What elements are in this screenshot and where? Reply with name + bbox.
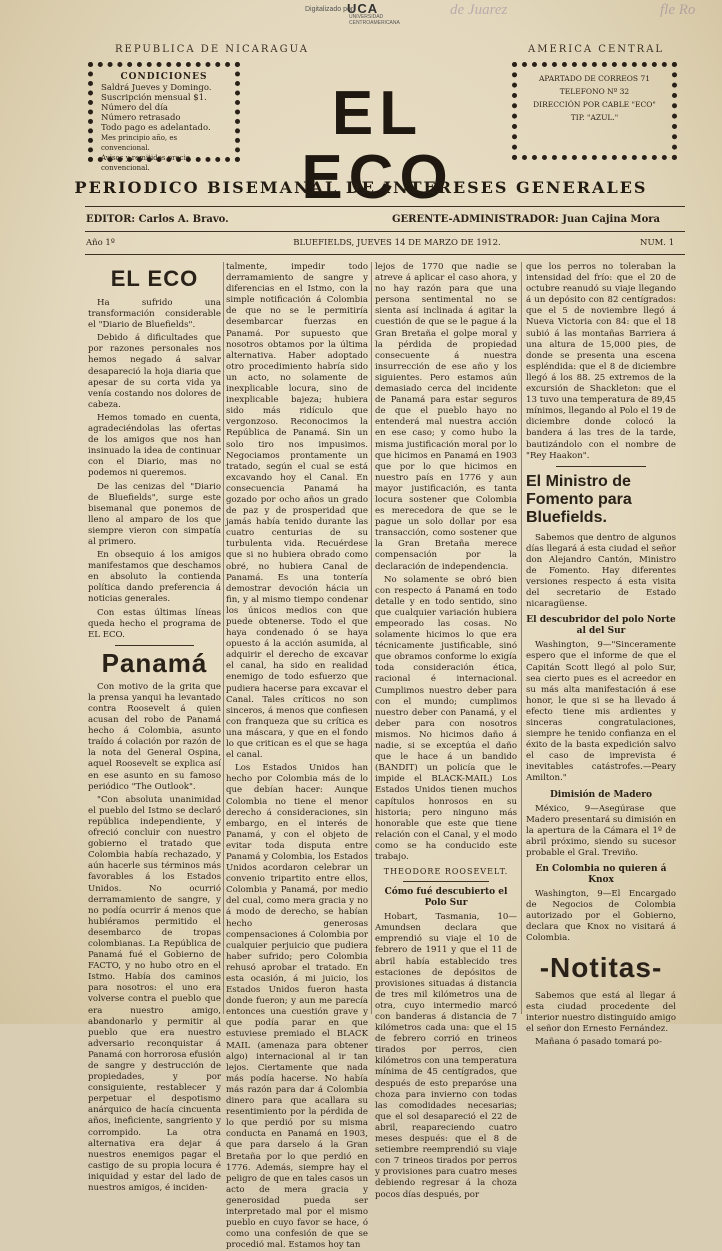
divider (115, 645, 195, 646)
handwritten-stamp-2: fle Ro (660, 2, 696, 18)
article-paragraph: Con estas últimas líneas queda hecho el programa de EL ECO. (88, 607, 221, 640)
subheading: Dimisión de Madero (549, 789, 653, 800)
conditions-box (88, 62, 240, 172)
newspaper-subtitle: PERIODICO BISEMANAL DE INTERESES GENERALES (74, 178, 648, 197)
article-paragraph: talmente, impedir todo derramamiento de sangre y diferencias en el Istmo, con la simple notificación á Colombia de que no se le permitiría desembarcar fuerzas en Panamá. Por supuesto que nosotros obtamos por la última alternativa. Haber adoptado otro procedimiento habría sido un acto, no solamente de inexplicable locura, sino de inexplicable bajeza; hubiera sido más ridículo que vergonzoso. Reconocimos la República de Panamá. Sin un solo tiro nos impusimos. Negociamos prontamente un tratado, según el cual se está excavando hoy el Canal. En consecuencia Panamá ha gozado por ocho años un grado de paz y de prosperidad que jamás había tenido durante las cuatro centurias de su turbulenta vida. Recuérdese que si no hubiera obrado como obré, no hubiera Canal de Panamá. Es una tontería demostrar devoción hácia un fin, y al mismo tiempo condenar los únicos medios con que puede obtenerse. Todo el que haya condenado ó se haya opuesto á la acción asumida, al adquirir el derecho de excavar el canal, ha sido en realidad enemigo de todo esfuerzo que pudiera hacerse para excavar el Canal. Tales críticos no son sinceros, á menos que confiesen con franqueza que su crítica es una máscara, y que en el fondo lo que critican es el que se haga el canal. (226, 262, 368, 761)
article-paragraph: No solamente se obró bien con respecto á Panamá en todo detalle y en todo sentido, sino que cualquier variación hubiera empeorado las cosas. No solamente hicimos lo que era técnicamente justificable, sinó que obramos conforme lo exigía toda consideración ética, racional é internacional. Cumplimos nuestro deber para con el mundo; cumplimos nuestro deber con Panamá, y el deber para con nosotros mismos. No hicimos daño á nadie, si se exceptúa el daño que le hace á un bandido (BANDIT) un policía que le impide el BLACK-MAIL) Los Estados Unidos tienen muchos capítulos honrosos en su historia; pero ninguno más honorable que este que tiene relación con el Canal, y el modo como se ha conducido este trabajo. (375, 574, 517, 862)
library-badge (305, 0, 435, 26)
article-paragraph: Washington, 9—"Sinceramente espero que el informe de que el Capitán Scott llegó al polo Sur, sea cierto pues es el acreedor en su más alta manifestación á ese honor, le que si se ha llevado á efecto tiene mis ardientes y sinceras congratulaciones, siempre he tenido confianza en el éxito de la basta expedición salvo el caso de imprevista é inevitables catástrofes.—Peary Amilton." (526, 640, 676, 784)
column-divider (223, 262, 224, 1014)
contact-line: DIRECCIÓN POR CABLE "ECO" (533, 100, 656, 109)
contact-box (512, 62, 677, 160)
article-paragraph: que los perros no toleraban la intensidad del frío: que el 20 de octubre reanudó su viaje llegando á un depósito con 82 centígrados: que el 5 de noviembre llegó á Nueva Victoria con 84: que el 18 subió á las montañas Barriera á una altura de 15,000 pies, de donde se presenta una escena espléndida: que el 8 de diciembre llegó á los 88. 25 extremos de la excursión de Shackleton: que el 13 tuvo una temperatura de 89,45 mínimos, llegando al Polo el 19 de diciembre donde colocó la bandera á las tres de la tarde, bautizándolo con el nombre de "Rey Haakon". (526, 262, 676, 461)
manager-line: GERENTE-ADMINISTRADOR: Juan Cajina Mora (392, 214, 661, 225)
article-heading-panama: Panamá (101, 647, 208, 678)
subheading: En Colombia no quieren á Knox (535, 864, 667, 886)
article-paragraph: Ha sufrido una transformación considerable el "Diario de Bluefields". (88, 298, 221, 331)
article-paragraph: Washington, 9—El Encargado de Negocios de Colombia autorizado por el Gobierno, declara que Knox no visitará á Colombia. (526, 889, 676, 944)
article-paragraph: De las cenizas del "Diario de Bluefields", surge este bisemanal que ponemos de lleno al amparo de los que siempre vieron con simpatía al primero. (88, 481, 221, 547)
divider (556, 466, 646, 467)
column-4 (526, 262, 677, 1047)
conditions-line: Número retrasado (101, 113, 181, 123)
divider (403, 881, 488, 882)
digitized-label: Digitalizado por (305, 6, 354, 13)
article-heading-notitas: -Notitas- (539, 951, 663, 983)
column-3 (375, 262, 517, 1200)
uca-subtitle: UNIVERSIDAD CENTROAMERICANA (349, 14, 400, 26)
uca-logo: UCA (347, 1, 379, 16)
article-heading-polo-sur: Cómo fué descubierto el Polo Sur (384, 887, 508, 909)
article-paragraph: "Con absoluta unanimidad el pueblo del Istmo se declaró república independiente, y ofreció concluir con nuestro gobierno el tratado que Colombia había rechazado, y aún hacerle sus términos más favorables á los Estados Unidos. No ocurrió derramamiento de sangre, y no podía ocurrir á menos que hubiéramos permitido el desembarco de tropas colombianas. La República de Panamá fué el Gobierno de FACTO, y no hubo otro en el Istmo. Había dos caminos para nosotros: el uno era volverse contra el pueblo que era nuestro amigo, abandonarlo y permitir al pueblo que era nuestro adversario reconquistar á Panamá con horrorosa efusión de sangre y destrucción de propiedades, y por consiguiente, restablecer y perpetuar el despotismo anárquico de hacía cincuenta años, ineficiente, sangriento y corrompido. La otra alternativa era dejar á nuestros enemigos pagar el castigo de su propia locura é iniquidad y estar del lado de nuestros amigos, é inciden- (88, 794, 221, 1194)
year-label: Año 1º (86, 238, 115, 248)
conditions-line: Todo pago es adelantado. (101, 123, 211, 133)
conditions-title: CONDICIONES (120, 72, 208, 82)
article-paragraph: Mañana ó pasado tomará po- (535, 1036, 662, 1047)
region-label: AMERICA CENTRAL (528, 44, 665, 55)
article-paragraph: Hobart, Tasmania, 10—Amundsen declara que emprendió su viaje el 10 de febrero de 1911 y que el 11 de abril había establecido tres estaciones de depósitos de provisiones situadas á distancia de tres mil kilómetros una de otra, cuyo intermedio marcó con banderas á distancia de 7 kilómetros cada una: que el 15 de febrero corrió en trineos tirados por perros, cien kilómetros con una temperatura mínima de 45 centígrados, que después de esto preparóse una choza para invierno con todas las comodidades necesarias; que el sol desapareció el 22 de abril, reapareciendo cuatro meses después: que el 8 de setiembre reemprendió su viaje con 7 trineos tirados por perros y provisiones para cuatro meses debiendo regresar á la choza pocos días después, por (375, 912, 517, 1200)
conditions-line: Suscripción mensual $1. (101, 93, 207, 103)
article-paragraph: Sabemos que está al llegar á esta ciudad procedente del interior nuestro distinguido amigo el señor don Ernesto Fernández. (526, 990, 677, 1034)
article-paragraph: Debido á dificultades que por razones personales nos hemos negado á salvar desapareció la hoja diaria que apesar de su corta vida ya venía costando nos dolores de cabeza. (88, 333, 221, 410)
conditions-line: Mes principio año, es convencional. (101, 134, 178, 152)
signature: THEODORE ROOSEVELT. (383, 867, 509, 877)
date-line: BLUEFIELDS, JUEVES 14 DE MARZO DE 1912. (293, 238, 501, 248)
conditions-line: Número del día (101, 103, 169, 113)
article-paragraph: Los Estados Unidos han hecho por Colombia más de lo que debían hacer: Aunque Colombia no tiene el menor derecho á consideraciones, sin embargo, en el interés de Panamá, y con el objeto de evitar toda disputa entre Panamá y Colombia, los Estados Unidos acordaron celebrar un convenio tripartito entre ellos, Colombia y Panamá, por medio del cual, como mera gracia y no á modo de derecho, se habían hecho generosas compensaciones á Colombia por cualquier perjuicio que pudiera haber sufrido; pero Colombia rehusó aprobar el tratado. En esta ocasión, á mi juicio, los Estados Unidos fueron hasta donde fueron; y aun me parecía entonces una cuestión grave y que podía parar en que estuviese premiado el BLACK MAIL (amenaza para obtener algo) internacional al ir tan lejos. Ciertamente que nada más podía hacerse. No había más razón para dar á Colombia dinero para que acallara su resentimiento por la pérdida de lo que perdió por su misma conducta en Panamá en 1903, que para darselo á la Gran Bretaña por lo que perdió en 1776. Además, siempre hay el peligro de que en tales casos un acto de mera gracia y generosidad pueda ser interpretado mal por el mismo pueblo en cuyo favor se hace, ó como una confesión de que se procedió mal. Estamos hoy tan (226, 763, 368, 1251)
newspaper-title: EL ECO (301, 79, 454, 212)
column-1 (88, 262, 221, 1194)
subheading: El descubridor del polo Norte al del Sur (526, 615, 676, 637)
article-paragraph: lejos de 1770 que nadie se atreve á aplicar el caso ahora, y no hay razón para que una persona sentimental no se sienta así inclinada á agitar la cuestión de que se le pague á la Gran Bretaña el golpe moral y la pérdida de propiedad consecuente á nuestra insurrección de ese año y los siguientes. Pero estamos aún demasiado cerca del incidente de Panamá para estar seguros de que el pueblo hayo no entenderá mal nuestra acción en ese caso; y como hubo la misma justificación moral por lo que hicimos en Panamá en 1903 que por lo que hicimos en nuestro país en 1776 y aun mayor justificación, es tanta locura sostener que Colombia es merecedora de que se le pague un solo dollar por esa transacción, como sostener que la Gran Bretaña merece compensación por la declaración de independencia. (375, 262, 517, 572)
handwritten-stamp-1: de Juarez (450, 2, 508, 18)
conditions-line: Avisos y remitidos precio convencional. (101, 154, 191, 172)
divider (85, 254, 685, 255)
country-label: REPUBLICA DE NICARAGUA (115, 44, 309, 55)
contact-line: APARTADO DE CORREOS 71 (538, 74, 650, 83)
conditions-line: Saldrá Jueves y Domingo. (101, 83, 212, 93)
divider (85, 206, 685, 207)
column-divider (371, 262, 372, 1014)
article-paragraph: México, 9—Asegúrase que Madero presentará su dimisión en la apertura de la Cámara el 1º de abril próximo, siendo su sucesor probable el Gral. Treviño. (526, 803, 676, 858)
column-divider (521, 262, 522, 1014)
contact-line: TELEFONO Nº 32 (559, 87, 630, 96)
article-paragraph: Hemos tomado en cuenta, agradeciéndolas las ofertas de los amigos que nos han insinuado la idea de continuar con el Diario, mas no podemos ni queremos. (88, 412, 221, 479)
contact-line: TIP. "AZUL." (570, 113, 619, 122)
issue-number: NUM. 1 (640, 238, 675, 248)
article-paragraph: En obsequio á los amigos manifestamos que deschamos en absoluto la contienda política dando preferencia á noticias generales. (88, 550, 221, 605)
article-paragraph: Con motivo de la grita que la prensa yanqui ha levantado contra Roosevelt á quien acusan del robo de Panamá hecho á Colombia, asunto traído á colación por razón de la nota del General Ospina, aquel Roosevelt se explica así en ese asunto en su famoso periódico "The Outlook". (88, 681, 221, 792)
column-2 (226, 262, 368, 1251)
article-heading-ministro: El Ministro de Fomento para Bluefields. (526, 472, 632, 526)
article-heading-el-eco: EL ECO (110, 266, 199, 291)
divider (85, 231, 685, 232)
article-paragraph: Sabemos que dentro de algunos días llegará á esta ciudad el señor don Alejandro Cantón, Ministro de Fomento. Hay diferentes versiones respecto á esta visita del secretario de Estado nicaragüense. (526, 532, 676, 610)
editor-line: EDITOR: Carlos A. Bravo. (86, 214, 229, 225)
